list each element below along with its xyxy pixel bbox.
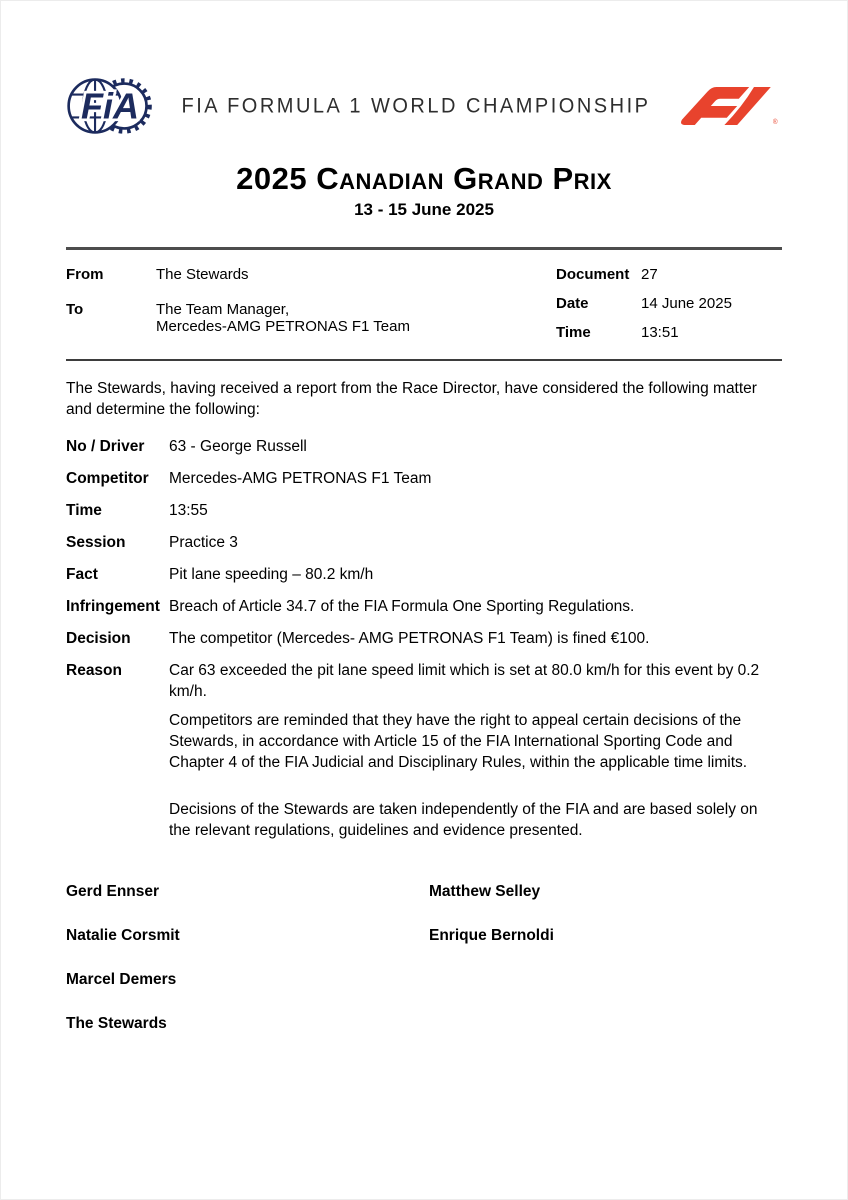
document-number-label: Document xyxy=(556,266,630,283)
date-label: Date xyxy=(556,295,589,312)
competitor-value: Mercedes-AMG PETRONAS F1 Team xyxy=(169,469,432,487)
signature-name: Enrique Bernoldi xyxy=(429,926,554,944)
fact-label: Fact xyxy=(66,565,98,583)
event-dates: 13 - 15 June 2025 xyxy=(354,200,494,219)
reason-paragraph-1: Car 63 exceeded the pit lane speed limit which is set at 80.0 km/h for this event by 0.2 km/h. xyxy=(169,661,760,700)
intro-paragraph: The Stewards, having received a report from the Race Director, have considered the following matter and determine the following: xyxy=(66,380,757,418)
field-row-session xyxy=(66,532,782,553)
field-row-reason xyxy=(66,660,782,841)
reason-label: Reason xyxy=(66,661,122,679)
reason-value xyxy=(169,660,771,841)
signature-name: Natalie Corsmit xyxy=(66,926,180,944)
infringement-label: Infringement xyxy=(66,597,160,615)
session-label: Session xyxy=(66,533,126,551)
decision-value: The competitor (Mercedes- AMG PETRONAS F1 Team) is fined €100. xyxy=(169,629,650,647)
meta-document-info xyxy=(556,266,782,341)
fia-logo-icon xyxy=(66,68,154,144)
infringement-value: Breach of Article 34.7 of the FIA Formula One Sporting Regulations. xyxy=(169,597,635,615)
decision-label: Decision xyxy=(66,629,131,647)
signature-name: Matthew Selley xyxy=(429,882,541,900)
signature-the-stewards: The Stewards xyxy=(66,1014,167,1032)
meta-section xyxy=(66,247,782,361)
date-value: 14 June 2025 xyxy=(641,295,732,312)
signature-name: Gerd Ennser xyxy=(66,882,160,900)
from-label: From xyxy=(66,266,104,283)
field-row-time xyxy=(66,500,782,521)
no-driver-value: 63 - George Russell xyxy=(169,437,307,455)
event-title: 2025 Canadian Grand Prix xyxy=(236,161,612,196)
header xyxy=(66,67,782,145)
document-number-value: 27 xyxy=(641,266,658,283)
to-label: To xyxy=(66,301,84,318)
signature-empty-cell xyxy=(429,969,782,990)
from-value: The Stewards xyxy=(156,266,249,283)
competitor-label: Competitor xyxy=(66,469,149,487)
field-row-decision xyxy=(66,628,782,649)
reason-paragraph-3: Decisions of the Stewards are taken independently of the FIA and are based solely on the relevant regulations, guidelines and evidence presented. xyxy=(169,800,758,839)
registered-trademark-icon: ® xyxy=(772,118,778,125)
to-value-line1: The Team Manager, xyxy=(156,301,290,318)
fia-logo-text: FiA xyxy=(80,85,140,127)
signature-empty-cell xyxy=(429,1013,782,1034)
signature-name: Marcel Demers xyxy=(66,970,177,988)
meta-from-to xyxy=(66,266,556,341)
signatures-section xyxy=(66,881,782,1034)
reason-paragraph-2: Competitors are reminded that they have the right to appeal certain decisions of the Stewards, in accordance with Article 15 of the FIA International Sporting Code and Chapter 4 of the FIA Judicial and Disciplinary Rules, within the applicable time limits. xyxy=(169,711,748,771)
time-field-value: 13:55 xyxy=(169,501,208,519)
field-row-infringement xyxy=(66,596,782,617)
to-value xyxy=(156,301,556,335)
no-driver-label: No / Driver xyxy=(66,437,145,455)
field-row-competitor xyxy=(66,468,782,489)
session-value: Practice 3 xyxy=(169,533,238,551)
to-value-line2: Mercedes-AMG PETRONAS F1 Team xyxy=(156,318,410,335)
decision-fields xyxy=(66,436,782,841)
time-field-label: Time xyxy=(66,501,102,519)
f1-logo-icon xyxy=(678,87,778,125)
time-value: 13:51 xyxy=(641,324,679,341)
championship-title: FIA FORMULA 1 WORLD CHAMPIONSHIP xyxy=(181,93,651,118)
time-label: Time xyxy=(556,324,591,341)
field-row-no-driver xyxy=(66,436,782,457)
fact-value: Pit lane speeding – 80.2 km/h xyxy=(169,565,374,583)
field-row-fact xyxy=(66,564,782,585)
